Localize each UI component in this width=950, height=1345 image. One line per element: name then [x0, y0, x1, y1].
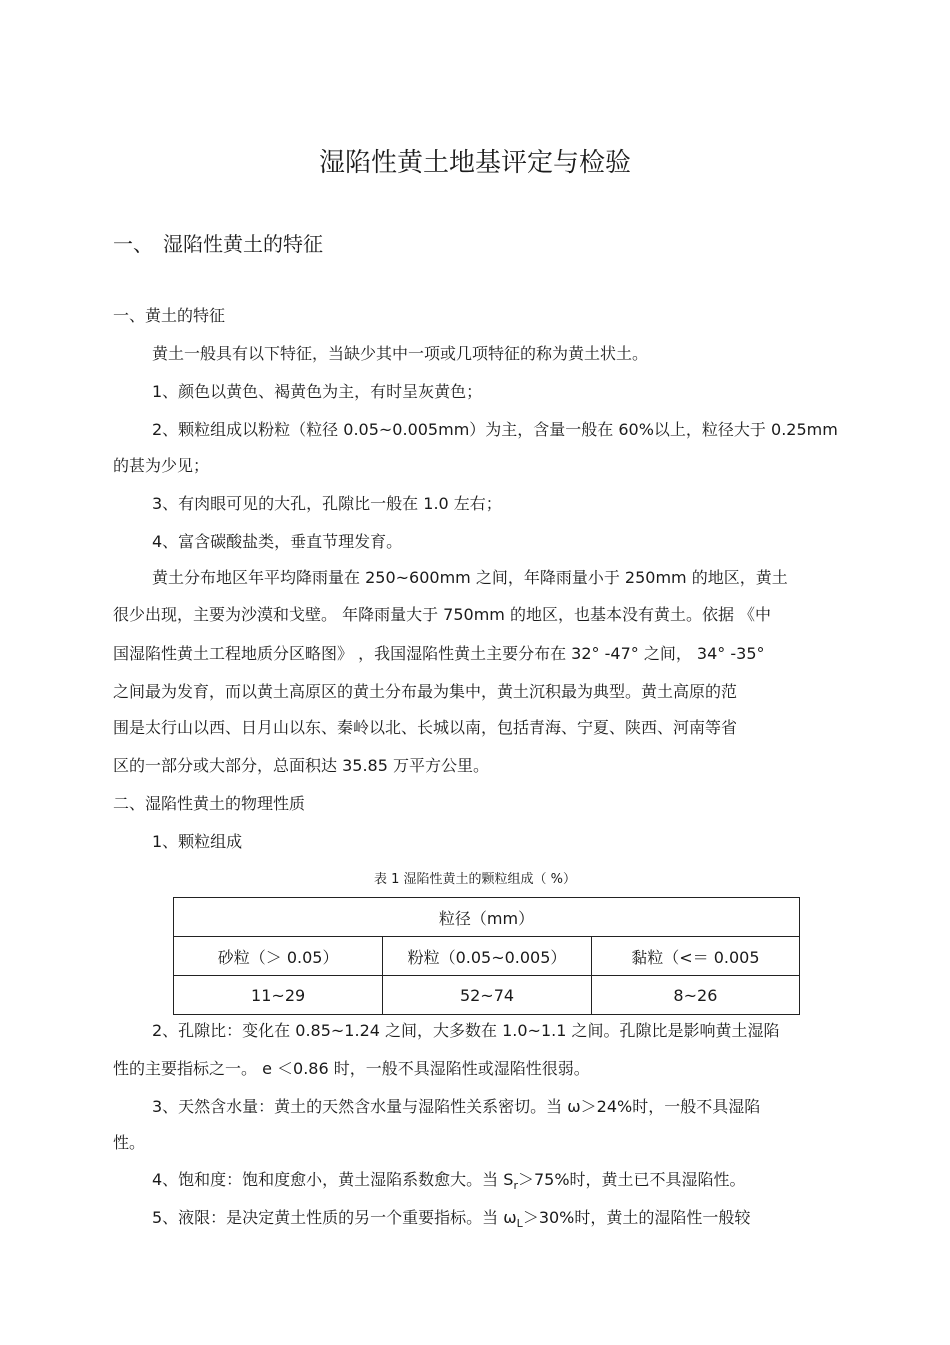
distribution-line-1: 黄土分布地区年平均降雨量在 250~600mm 之间，年降雨量小于 250mm 的地区，黄土: [152, 568, 788, 587]
feature-item-2-cont: 的甚为少见；: [113, 456, 210, 475]
column-header-sand: 砂粒（＞ 0.05）: [174, 937, 383, 976]
feature-item-1: 1、颜色以黄色、褐黄色为主，有时呈灰黄色；: [152, 382, 483, 401]
subsection-heading-2: 二、湿陷性黄土的物理性质: [113, 794, 306, 813]
table-column-row: [174, 937, 800, 976]
table-row: [174, 976, 800, 1015]
property-item-3-cont: 性。: [113, 1133, 146, 1152]
property-item-5: [152, 1208, 750, 1234]
cell-clay-value: 8~26: [591, 976, 799, 1015]
section-title: 湿陷性黄土的特征: [163, 232, 323, 256]
column-header-silt: 粉粒（0.05~0.005）: [383, 937, 592, 976]
document-title: 湿陷性黄土地基评定与检验: [318, 148, 631, 178]
property-item-3: 3、天然含水量：黄土的天然含水量与湿陷性关系密切。当 ω＞24%时，一般不具湿陷: [152, 1097, 761, 1116]
item4-text: 4、饱和度：饱和度愈小，黄土湿陷系数愈大。当 S: [152, 1170, 514, 1189]
item5-text-end: ＞30%时，黄土的湿陷性一般较: [522, 1208, 751, 1227]
distribution-line-4: 之间最为发育，而以黄土高原区的黄土分布最为集中，黄土沉积最为典型。黄土高原的范: [113, 682, 738, 701]
item4-text-end: ＞75%时，黄土已不具湿陷性。: [517, 1170, 746, 1189]
item5-text: 5、液限：是决定黄土性质的另一个重要指标。当 ω: [152, 1208, 517, 1227]
cell-silt-value: 52~74: [383, 976, 592, 1015]
property-item-4: [152, 1170, 746, 1196]
feature-item-2: 2、颗粒组成以粉粒（粒径 0.05~0.005mm）为主，含量一般在 60%以上，粒径大于 0.25mm: [152, 420, 838, 439]
property-item-2: 2、孔隙比：变化在 0.85~1.24 之间，大多数在 1.0~1.1 之间。孔隙比是影响黄土湿陷: [152, 1021, 780, 1040]
feature-item-4: 4、富含碳酸盐类，垂直节理发育。: [152, 532, 403, 551]
column-header-clay: 黏粒（<＝ 0.005: [591, 937, 799, 976]
distribution-line-6: 区的一部分或大部分，总面积达 35.85 万平方公里。: [113, 756, 489, 775]
item4-subscript: r: [513, 1179, 518, 1193]
table-header-row: [174, 898, 800, 937]
distribution-line-3: 国湿陷性黄土工程地质分区略图》 ，我国湿陷性黄土主要分布在 32° -47° 之间， 34° -35°: [113, 644, 765, 663]
property-item-1: 1、颗粒组成: [152, 832, 243, 851]
header-span-cell: 粒径（mm）: [174, 898, 800, 937]
table-caption: 表 1 湿陷性黄土的颗粒组成（ %）: [373, 872, 577, 887]
subsection-heading-1: 一、黄土的特征: [113, 306, 226, 325]
intro-paragraph: 黄土一般具有以下特征，当缺少其中一项或几项特征的称为黄土状土。: [152, 344, 649, 363]
distribution-line-2: 很少出现，主要为沙漠和戈壁。 年降雨量大于 750mm 的地区，也基本没有黄土。依据 《中: [113, 605, 772, 624]
item5-subscript: L: [516, 1217, 523, 1231]
feature-item-3: 3、有肉眼可见的大孔，孔隙比一般在 1.0 左右；: [152, 494, 502, 513]
cell-sand-value: 11~29: [174, 976, 383, 1015]
grain-composition-table: [173, 897, 800, 1015]
section-heading-1: [113, 228, 323, 257]
distribution-line-5: 围是太行山以西、日月山以东、秦岭以北、长城以南，包括青海、宁夏、陕西、河南等省: [113, 718, 738, 737]
property-item-2-cont: 性的主要指标之一。 e ＜0.86 时，一般不具湿陷性或湿陷性很弱。: [113, 1059, 590, 1078]
section-number: 一、: [113, 232, 153, 256]
